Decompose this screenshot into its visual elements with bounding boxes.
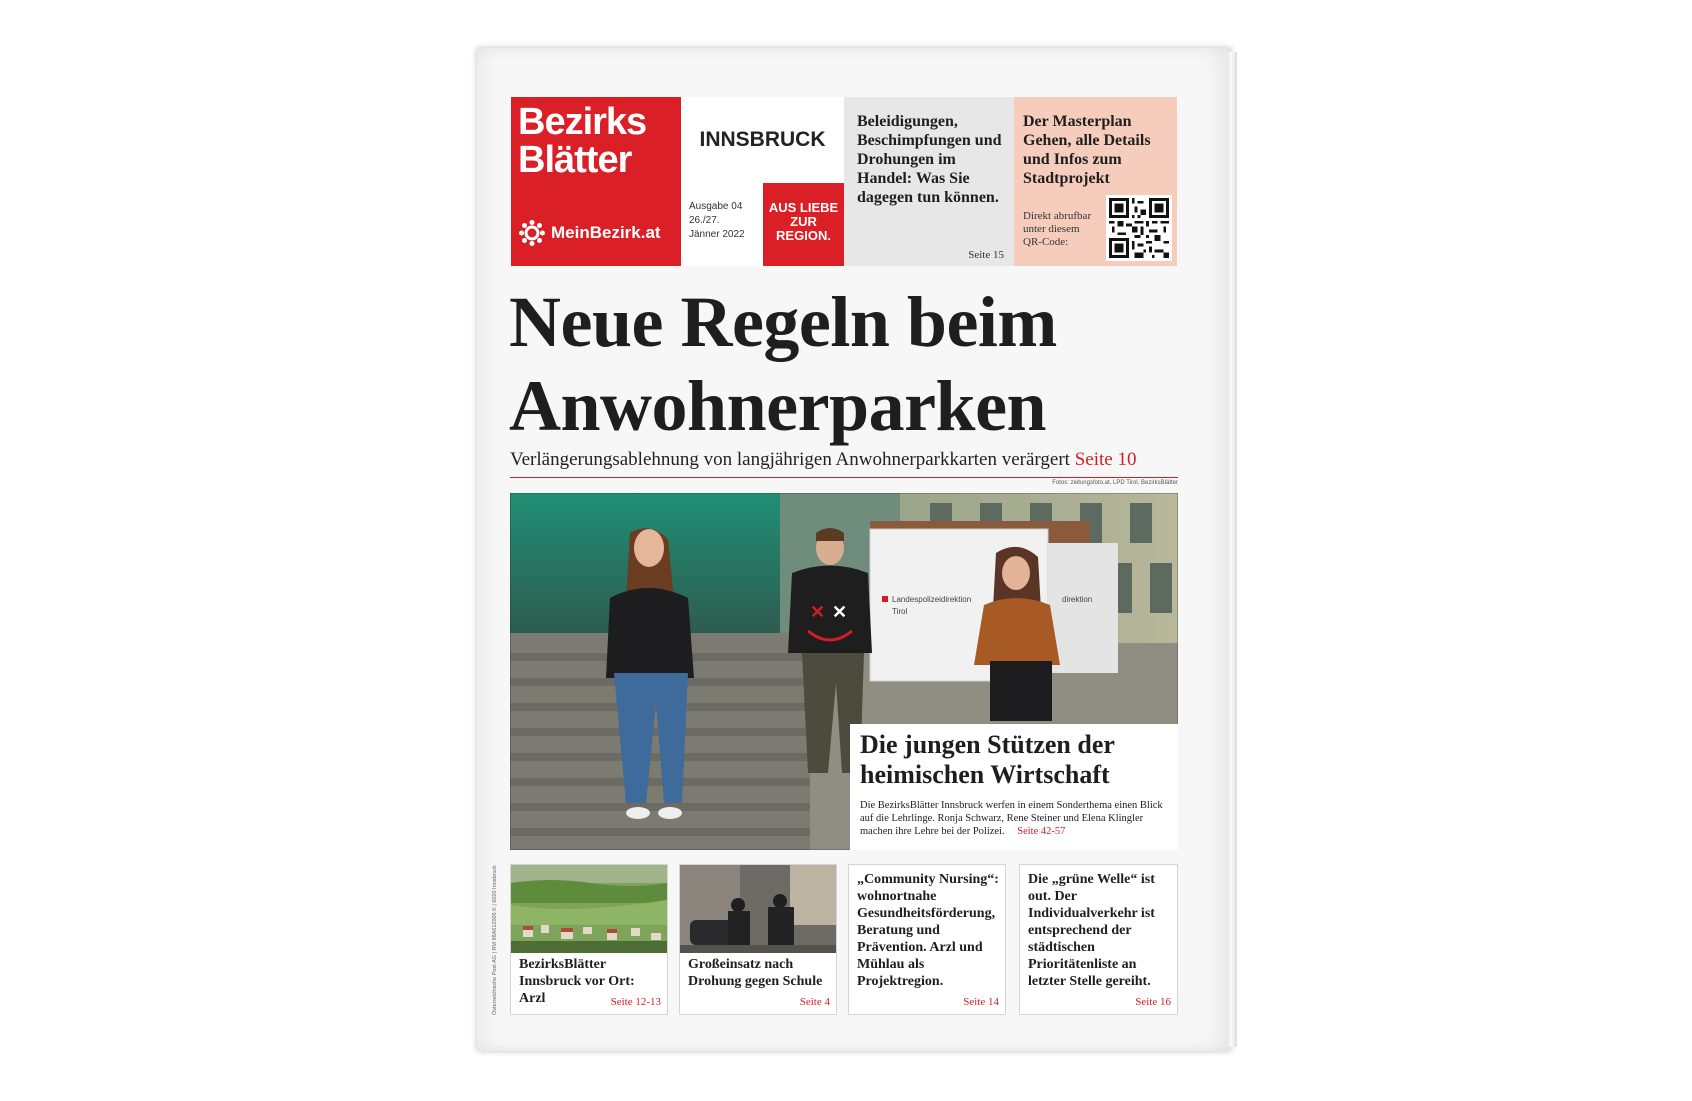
feature-page-link[interactable]: Seite 42-57 — [1017, 826, 1066, 837]
issue-dates: 26./27. — [689, 215, 720, 226]
teaser-masterplan[interactable] — [1014, 97, 1177, 266]
qr-label: Direkt abrufbar unter diesem QR-Code: — [1023, 210, 1092, 248]
box-page-link[interactable]: Seite 14 — [963, 996, 999, 1008]
feature-text: Die BezirksBlätter Innsbruck werfen in einem Sonderthema einen Blick auf die Lehrlinge. Ronja Schwarz, Rene Steiner und Elena Klingler machen ihre Lehre bei der Polizei. — [860, 800, 1163, 837]
teaser-box-grosseinsatz[interactable] — [679, 864, 837, 1015]
box-text: Die „grüne Welle“ ist out. Der Individualverkehr ist entsprechend der städtischen Prioritätenliste an letzter Stelle gereiht. — [1028, 872, 1155, 989]
box-text: „Community Nursing“: wohnortnahe Gesundheitsförderung, Beratung und Prävention. Arzl und Mühlau als Projektregion. — [857, 872, 999, 989]
sign-text-3: direktion — [1062, 595, 1093, 604]
box-caption: Großeinsatz nach Drohung gegen Schule — [688, 957, 823, 989]
issue-month: Jänner 2022 — [689, 229, 745, 240]
box-page-link[interactable]: Seite 12-13 — [610, 996, 661, 1008]
svg-text:✕: ✕ — [810, 602, 826, 622]
sign-text-2: Tirol — [892, 607, 908, 616]
postal-note: Österreichische Post AG | RM 98A612005 K | 6020 Innsbruck — [492, 865, 498, 1015]
logo-web-label: MeinBezirk.at — [551, 223, 661, 242]
main-headline[interactable]: Neue Regeln beim Anwohnerparken — [509, 282, 1057, 446]
box-page-link[interactable]: Seite 16 — [1135, 996, 1171, 1008]
subheadline-page-link[interactable]: Seite 10 — [1074, 449, 1137, 470]
divider — [510, 477, 1178, 478]
subheadline — [510, 449, 1178, 471]
svg-text:✕: ✕ — [832, 602, 848, 622]
photo-credit: Fotos: zeitungsfoto.at, LPD Tirol, BezirksBlätter — [1052, 480, 1178, 486]
feature-body — [860, 799, 1168, 838]
box-page-link[interactable]: Seite 4 — [799, 996, 830, 1008]
arzl-photo — [511, 865, 667, 953]
teaser-page: Seite 15 — [968, 249, 1004, 261]
region-label: INNSBRUCK — [681, 97, 844, 184]
teaser-text: Beleidigungen, Beschimpfungen und Drohungen im Handel: Was Sie dagegen tun können. — [857, 113, 1002, 206]
subheadline-text: Verlängerungsablehnung von langjährigen Anwohnerparkkarten verärgert — [510, 449, 1070, 470]
logo-title: Bezirks Blätter — [518, 101, 647, 181]
bezirksblaetter-logo[interactable] — [511, 97, 681, 266]
sign-text: Landespolizeidirektion — [892, 595, 972, 604]
issue-number: Ausgabe 04 — [689, 201, 743, 212]
box-caption: BezirksBlätter Innsbruck vor Ort: Arzl — [519, 957, 635, 1006]
feature-box[interactable] — [850, 724, 1178, 850]
issue-info — [681, 183, 763, 266]
teaser-handel[interactable] — [844, 97, 1014, 266]
teaser-box-arzl[interactable] — [510, 864, 668, 1015]
slogan-badge: AUS LIEBE ZUR REGION. — [763, 183, 844, 266]
qr-code-icon[interactable] — [1106, 195, 1172, 261]
teaser-box-community-nursing[interactable] — [848, 864, 1006, 1015]
feature-title: Die jungen Stützen der heimischen Wirtschaft — [860, 730, 1115, 789]
meinbezirk-link[interactable] — [519, 220, 661, 246]
sun-icon — [519, 220, 545, 246]
police-photo — [680, 865, 836, 953]
teaser-text: Der Masterplan Gehen, alle Details und Infos zum Stadtprojekt — [1023, 113, 1151, 187]
teaser-box-gruene-welle[interactable] — [1019, 864, 1178, 1015]
